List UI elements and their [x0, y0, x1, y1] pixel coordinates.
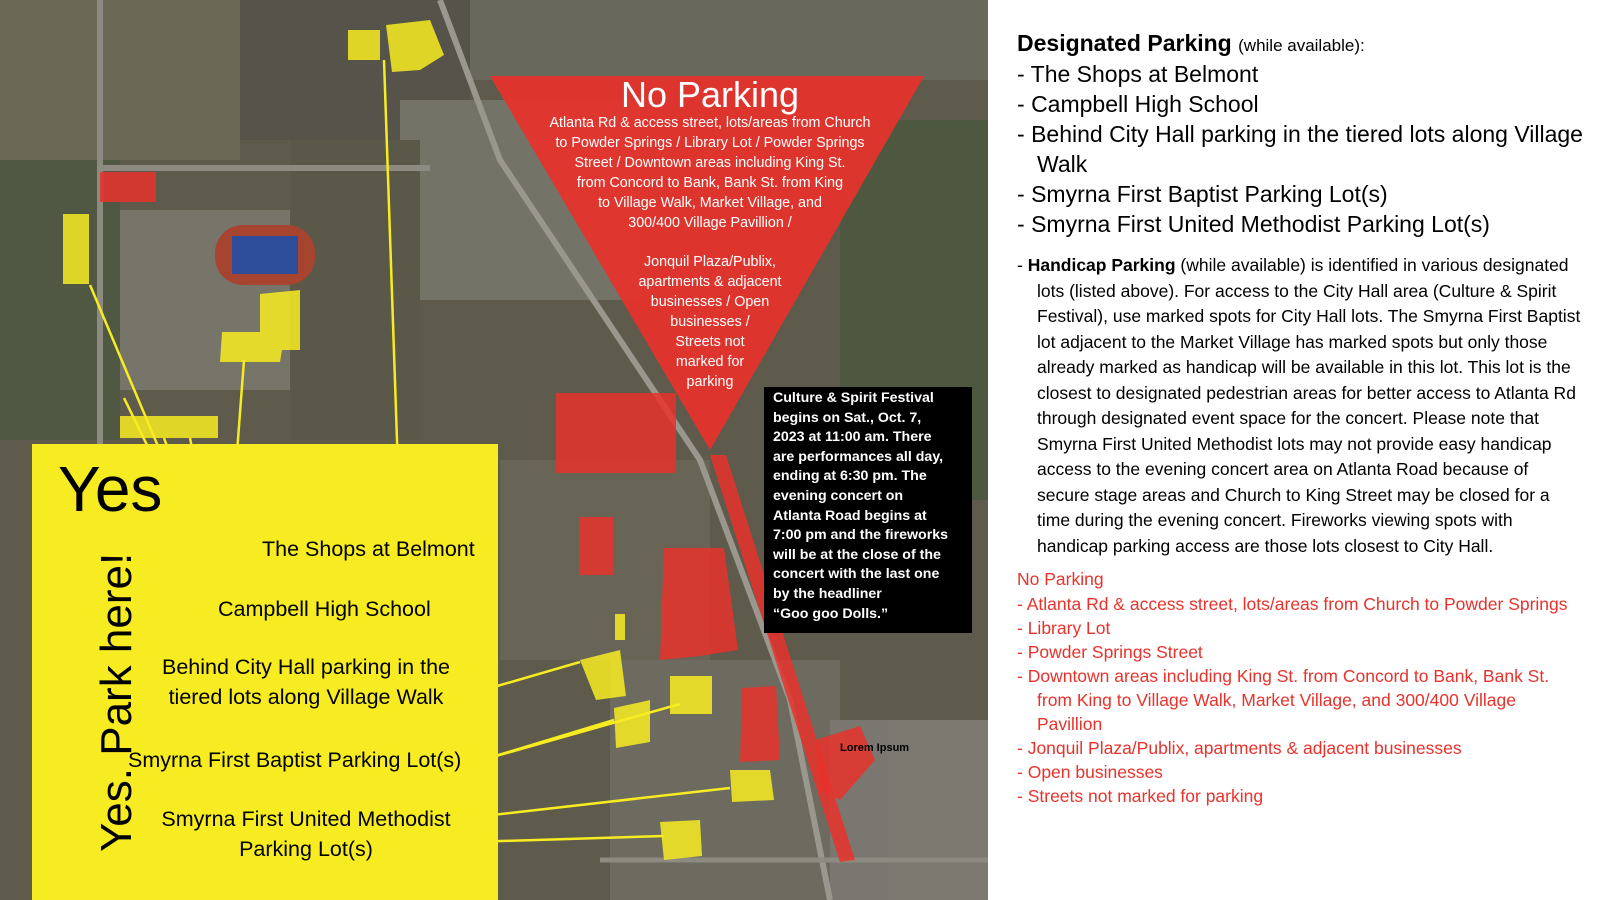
designated-note: (while available):: [1238, 36, 1365, 55]
no-parking-line: Streets not: [675, 333, 745, 350]
no-parking-line: Atlanta Rd & access street, lots/areas from Church: [549, 115, 871, 131]
festival-line: concert with the last one: [773, 566, 940, 583]
no-parking-line: marked for: [675, 353, 745, 370]
no-parking-item: - Atlanta Rd & access street, lots/areas from Church to Powder Springs: [1017, 592, 1583, 616]
designated-item: - The Shops at Belmont: [1017, 59, 1583, 89]
label-methodist-line: Parking Lot(s): [239, 837, 373, 861]
designated-list: [1017, 59, 1583, 239]
no-parking-line: to Powder Springs / Library Lot / Powder Springs: [555, 134, 865, 151]
label-campbell: Campbell High School: [218, 597, 431, 621]
no-parking-item: - Streets not marked for parking: [1017, 784, 1583, 808]
handicap-text: (while available) is identified in various designated lots (listed above). For access to the City Hall area (Culture & Spirit Festival), use marked spots for City Hall lots. The Smyrna First Baptist lot adjacent to the Market Village has marked spots but only those already marked as handicap will be available in this lot. This lot is the closest to designated pedestrian areas for better access to Atlanta Rd through designated event space for the concert. Please note that Smyrna First United Methodist lots may not provide easy handicap access to the evening concert area on Atlanta Road because of secure stage areas and Church to King Street may be closed for a time during the evening concert. Fireworks viewing spots with handicap parking access are those lots closest to City Hall.: [1037, 255, 1581, 556]
no-parking-line: 300/400 Village Pavillion /: [628, 214, 792, 231]
no-parking-item: - Jonquil Plaza/Publix, apartments & adjacent businesses: [1017, 736, 1583, 760]
yes-title: Yes: [58, 453, 163, 525]
designated-item: - Smyrna First Baptist Parking Lot(s): [1017, 179, 1583, 209]
label-shops: The Shops at Belmont: [262, 537, 475, 561]
no-parking-legend: [1017, 569, 1583, 808]
no-parking-line: businesses / Open: [650, 294, 770, 311]
no-parking-title: No Parking: [620, 74, 800, 115]
label-methodist: [148, 804, 464, 864]
parking-lot: [730, 770, 774, 802]
parking-lot: [348, 30, 380, 60]
festival-line: Atlanta Road begins at: [773, 507, 927, 524]
no-parking-line: businesses /: [670, 314, 750, 331]
no-parking-line: to Village Walk, Market Village, and: [598, 194, 822, 211]
label-city-hall-line: tiered lots along Village Walk: [168, 685, 444, 709]
label-baptist: Smyrna First Baptist Parking Lot(s): [128, 748, 462, 772]
no-parking-item: - Open businesses: [1017, 760, 1583, 784]
festival-line: will be at the close of the: [773, 546, 941, 563]
designated-title: Designated Parking: [1017, 30, 1232, 56]
no-parking-line: parking: [686, 373, 734, 390]
designated-item: - Behind City Hall parking in the tiered lots along Village Walk: [1017, 119, 1583, 179]
parking-lot: [670, 676, 712, 714]
no-parking-zone: [660, 548, 738, 660]
no-parking-zone: [579, 517, 614, 575]
festival-line: ending at 6:30 pm. The: [773, 468, 927, 485]
no-parking-zone: [100, 172, 156, 202]
designated-item: - Campbell High School: [1017, 89, 1583, 119]
park-here-text: Yes. Park here!: [92, 552, 141, 852]
no-parking-line: Street / Downtown areas including King St.: [574, 154, 846, 171]
no-parking-list: [1017, 592, 1583, 808]
festival-line: begins on Sat., Oct. 7,: [773, 409, 922, 426]
no-parking-item: - Library Lot: [1017, 616, 1583, 640]
festival-info-box: [764, 387, 972, 633]
no-parking-line: Jonquil Plaza/Publix,: [644, 254, 776, 271]
stadium-field: [232, 236, 298, 274]
no-parking-item: - Powder Springs Street: [1017, 640, 1583, 664]
no-parking-line: apartments & adjacent: [638, 274, 782, 291]
label-city-hall-line: Behind City Hall parking in the: [161, 655, 450, 679]
no-parking-zone: [556, 393, 676, 473]
no-parking-item: - Downtown areas including King St. from Concord to Bank, Bank St. from King to Village Walk, Market Village, and 300/400 Village Pavillion: [1017, 664, 1583, 736]
no-parking-legend-title: No Parking: [1017, 569, 1104, 589]
designated-item: - Smyrna First United Methodist Parking Lot(s): [1017, 209, 1583, 239]
label-city-hall: [148, 652, 464, 712]
parking-lot: [615, 614, 625, 640]
no-parking-description: [520, 114, 900, 393]
legend-panel: [1017, 30, 1583, 808]
festival-line: 2023 at 11:00 am. There: [773, 429, 932, 446]
no-parking-line: [520, 233, 900, 253]
handicap-title: Handicap Parking: [1027, 255, 1176, 275]
no-parking-zone: [740, 686, 780, 762]
festival-line: 7:00 pm and the fireworks: [773, 527, 949, 544]
festival-line: evening concert on: [773, 487, 904, 504]
festival-line: Culture & Spirit Festival: [773, 390, 934, 406]
designated-heading: [1017, 30, 1583, 57]
handicap-paragraph: - Handicap Parking (while available) is identified in various designated lots (listed above). For access to the City Hall area (Culture & Spirit Festival), use marked spots for City Hall lots. The Smyrna First Baptist lot adjacent to the Market Village has marked spots but only those already marked as handicap will be available in this lot. This lot is the closest to designated pedestrian areas for better access to Atlanta Rd through designated event space for the concert. Please note that Smyrna First United Methodist lots may not provide easy handicap access to the evening concert area on Atlanta Road because of secure stage areas and Church to King Street may be closed for a time during the evening concert. Fireworks viewing spots with handicap parking access are those lots closest to City Hall.: [1017, 255, 1581, 556]
lorem-label: Lorem Ipsum: [840, 742, 910, 754]
parking-lot: [614, 700, 650, 748]
parking-lot: [660, 820, 702, 860]
festival-line: “Goo goo Dolls.”: [773, 605, 889, 622]
parking-lot: [63, 214, 89, 284]
festival-line: by the headliner: [773, 585, 882, 602]
no-parking-line: from Concord to Bank, Bank St. from King: [576, 174, 844, 191]
label-methodist-line: Smyrna First United Methodist: [161, 807, 451, 831]
festival-line: are performances all day,: [773, 448, 944, 465]
